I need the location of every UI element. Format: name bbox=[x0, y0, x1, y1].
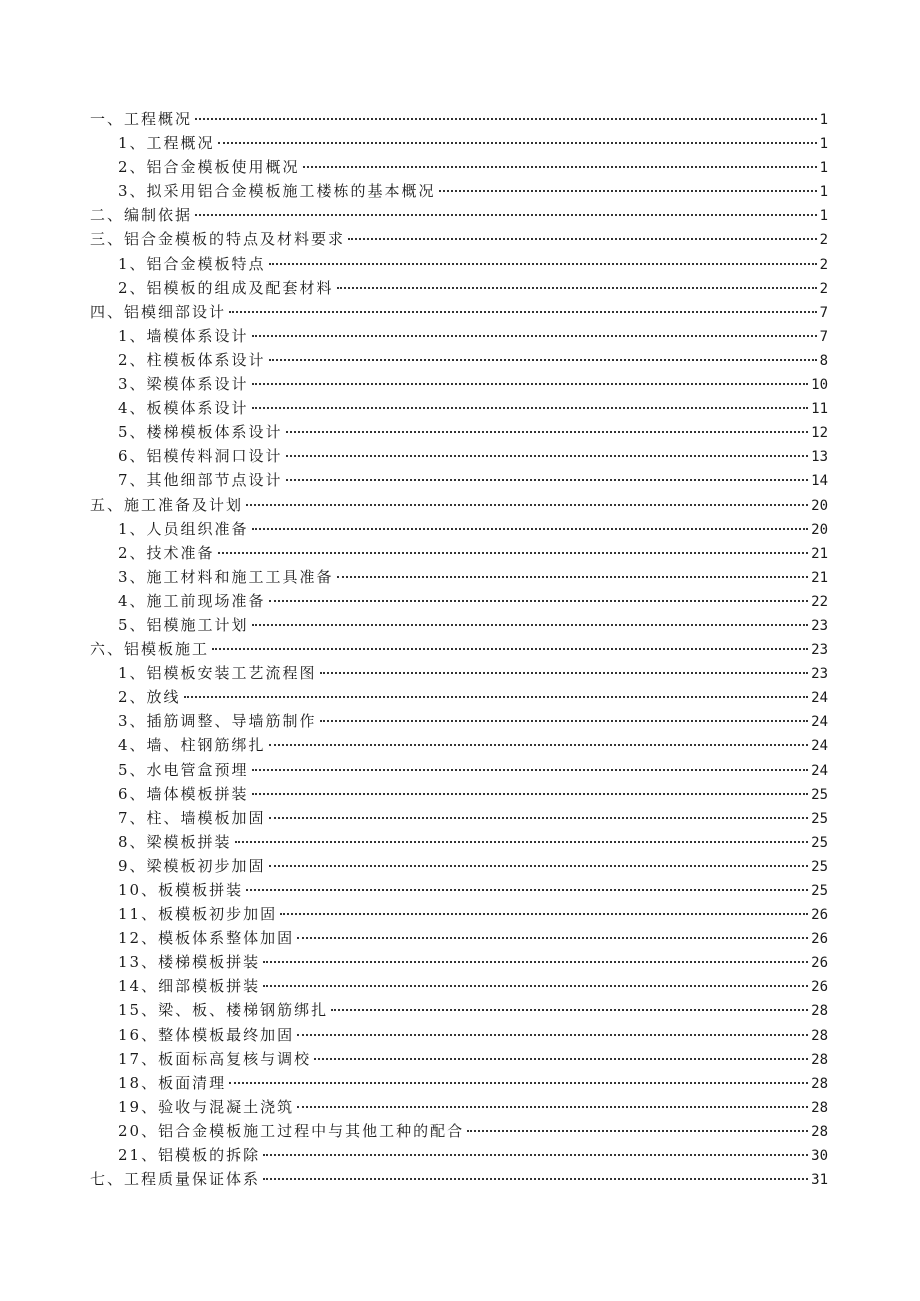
toc-entry-title: 一、工程概况 bbox=[90, 110, 193, 128]
toc-entry-title: 7、其他细部节点设计 bbox=[118, 471, 283, 490]
toc-entry-title: 4、墙、柱钢筋绑扎 bbox=[118, 736, 266, 755]
toc-entry-title: 三、铝合金模板的特点及材料要求 bbox=[90, 230, 346, 249]
dot-leader bbox=[235, 841, 809, 843]
toc-entry-title: 1、工程概况 bbox=[118, 134, 215, 153]
toc-page-number: 21 bbox=[811, 569, 828, 586]
toc-section-entry[interactable] bbox=[90, 445, 828, 469]
toc-page-number: 28 bbox=[811, 1003, 828, 1020]
dot-leader bbox=[229, 311, 817, 313]
toc-section-entry[interactable] bbox=[90, 807, 828, 831]
toc-section-entry[interactable] bbox=[90, 469, 828, 493]
toc-page-number: 28 bbox=[811, 1027, 828, 1044]
dot-leader bbox=[320, 720, 809, 722]
toc-page-number: 24 bbox=[811, 690, 828, 707]
toc-page-number: 24 bbox=[811, 738, 828, 755]
dot-leader bbox=[280, 913, 808, 915]
toc-page-number: 2 bbox=[819, 232, 828, 249]
toc-section-entry[interactable] bbox=[90, 831, 828, 855]
toc-page-number: 25 bbox=[811, 883, 828, 899]
toc-page-number: 10 bbox=[811, 377, 828, 394]
dot-leader bbox=[263, 1178, 808, 1180]
toc-section-entry[interactable] bbox=[90, 253, 828, 277]
toc-entry-title: 1、人员组织准备 bbox=[118, 519, 249, 538]
dot-leader bbox=[314, 1058, 808, 1060]
dot-leader bbox=[252, 383, 809, 385]
toc-page-number: 23 bbox=[811, 642, 828, 659]
toc-page-number: 12 bbox=[811, 425, 828, 442]
toc-section-entry[interactable] bbox=[90, 277, 828, 301]
toc-section-entry[interactable] bbox=[90, 518, 828, 542]
toc-page-number: 28 bbox=[811, 1075, 828, 1092]
toc-page-number: 1 bbox=[819, 112, 828, 128]
toc-entry-title: 15、梁、板、楼梯钢筋绑扎 bbox=[118, 1001, 329, 1020]
toc-entry-title: 六、铝模板施工 bbox=[90, 640, 210, 659]
dot-leader bbox=[269, 600, 809, 602]
toc-entry-title: 四、铝模细部设计 bbox=[90, 302, 227, 321]
toc-section-entry[interactable] bbox=[90, 999, 828, 1023]
toc-entry-title: 5、楼梯模板体系设计 bbox=[118, 423, 283, 442]
toc-section-entry[interactable] bbox=[90, 1048, 828, 1072]
dot-leader bbox=[252, 407, 809, 409]
toc-section-entry[interactable] bbox=[90, 614, 828, 638]
toc-entry-title: 5、铝模施工计划 bbox=[118, 615, 249, 634]
toc-entry-title: 2、铝模板的组成及配套材料 bbox=[118, 278, 334, 297]
dot-leader bbox=[218, 142, 817, 144]
toc-page-number: 7 bbox=[819, 304, 828, 321]
toc-page-number: 21 bbox=[811, 545, 828, 562]
dot-leader bbox=[286, 455, 809, 457]
toc-chapter-entry[interactable] bbox=[90, 1168, 828, 1192]
dot-leader bbox=[246, 504, 808, 506]
toc-chapter-entry[interactable] bbox=[90, 301, 828, 325]
toc-entry-title: 3、施工材料和施工工具准备 bbox=[118, 567, 334, 586]
toc-entry-title: 11、板模板初步加固 bbox=[118, 905, 278, 924]
toc-section-entry[interactable] bbox=[90, 349, 828, 373]
dot-leader bbox=[252, 624, 809, 626]
toc-page-number: 1 bbox=[819, 160, 828, 177]
toc-entry-title: 21、铝模板的拆除 bbox=[118, 1146, 261, 1165]
toc-entry-title: 5、水电管盒预埋 bbox=[118, 760, 249, 779]
toc-entry-title: 9、梁模板初步加固 bbox=[118, 856, 266, 875]
dot-leader bbox=[252, 793, 809, 795]
toc-section-entry[interactable] bbox=[90, 542, 828, 566]
toc-section-entry[interactable] bbox=[90, 855, 828, 879]
dot-leader bbox=[269, 263, 817, 265]
toc-section-entry[interactable] bbox=[90, 1096, 828, 1120]
toc-page-number: 23 bbox=[811, 617, 828, 634]
toc-entry-title: 20、铝合金模板施工过程中与其他工种的配合 bbox=[118, 1121, 465, 1140]
dot-leader bbox=[297, 1034, 808, 1036]
toc-section-entry[interactable] bbox=[90, 373, 828, 397]
dot-leader bbox=[212, 648, 808, 650]
toc-page-number: 25 bbox=[811, 786, 828, 803]
toc-entry-title: 1、墙模体系设计 bbox=[118, 326, 249, 345]
toc-section-entry[interactable] bbox=[90, 1120, 828, 1144]
toc-page-number: 24 bbox=[811, 762, 828, 779]
toc-entry-title: 18、板面清理 bbox=[118, 1073, 227, 1092]
toc-section-entry[interactable] bbox=[90, 590, 828, 614]
dot-leader bbox=[337, 576, 809, 578]
toc-chapter-entry[interactable] bbox=[90, 494, 828, 518]
toc-chapter-entry[interactable] bbox=[90, 228, 828, 252]
toc-entry-title: 二、编制依据 bbox=[90, 206, 193, 225]
dot-leader bbox=[286, 431, 809, 433]
toc-section-entry[interactable] bbox=[90, 132, 828, 156]
toc-page-number: 30 bbox=[811, 1148, 828, 1165]
toc-entry-title: 1、铝模板安装工艺流程图 bbox=[118, 664, 317, 683]
toc-page-number: 14 bbox=[811, 473, 828, 490]
toc-page-number: 2 bbox=[819, 256, 828, 273]
dot-leader bbox=[263, 1154, 808, 1156]
dot-leader bbox=[303, 166, 817, 168]
toc-section-entry[interactable] bbox=[90, 421, 828, 445]
toc-page-number: 24 bbox=[811, 714, 828, 731]
toc-section-entry[interactable] bbox=[90, 1144, 828, 1168]
dot-leader bbox=[195, 214, 817, 216]
toc-section-entry[interactable] bbox=[90, 903, 828, 927]
toc-page-number: 28 bbox=[811, 1123, 828, 1140]
toc-page-number: 26 bbox=[811, 955, 828, 972]
toc-entry-title: 10、板模板拼装 bbox=[118, 881, 244, 899]
dot-leader bbox=[269, 359, 817, 361]
dot-leader bbox=[229, 1082, 808, 1084]
toc-entry-title: 3、插筋调整、导墙筋制作 bbox=[118, 712, 317, 731]
toc-section-entry[interactable] bbox=[90, 879, 828, 903]
toc-chapter-entry[interactable] bbox=[90, 638, 828, 662]
toc-entry-title: 16、整体模板最终加固 bbox=[118, 1025, 295, 1044]
dot-leader bbox=[269, 744, 809, 746]
dot-leader bbox=[218, 552, 809, 554]
toc-entry-title: 2、柱模板体系设计 bbox=[118, 350, 266, 369]
toc-entry-title: 13、楼梯模板拼装 bbox=[118, 953, 261, 972]
toc-section-entry[interactable] bbox=[90, 927, 828, 951]
toc-entry-title: 4、板模体系设计 bbox=[118, 399, 249, 418]
toc-section-entry[interactable] bbox=[90, 180, 828, 204]
toc-page-number: 11 bbox=[811, 401, 828, 418]
toc-page-number: 2 bbox=[819, 280, 828, 297]
toc-page-number: 31 bbox=[811, 1172, 828, 1189]
toc-page-number: 7 bbox=[819, 328, 828, 345]
dot-leader bbox=[331, 1009, 808, 1011]
toc-entry-title: 2、技术准备 bbox=[118, 543, 215, 562]
toc-entry-title: 8、梁模板拼装 bbox=[118, 832, 232, 851]
dot-leader bbox=[263, 985, 808, 987]
toc-section-entry[interactable] bbox=[90, 662, 828, 686]
dot-leader bbox=[467, 1130, 808, 1132]
toc-section-entry[interactable] bbox=[90, 783, 828, 807]
toc-entry-title: 17、板面标高复核与调校 bbox=[118, 1049, 312, 1068]
toc-entry-title: 7、柱、墙模板加固 bbox=[118, 808, 266, 827]
toc-page-number: 25 bbox=[811, 834, 828, 851]
dot-leader bbox=[269, 865, 809, 867]
toc-entry-title: 19、验收与混凝土浇筑 bbox=[118, 1097, 295, 1116]
toc-page-number: 23 bbox=[811, 666, 828, 683]
dot-leader bbox=[252, 335, 817, 337]
dot-leader bbox=[439, 190, 817, 192]
toc-entry-title: 2、铝合金模板使用概况 bbox=[118, 158, 300, 177]
toc-page-number: 20 bbox=[811, 497, 828, 514]
dot-leader bbox=[246, 889, 808, 891]
toc-section-entry[interactable] bbox=[90, 566, 828, 590]
toc-section-entry[interactable] bbox=[90, 1024, 828, 1048]
toc-entry-title: 七、工程质量保证体系 bbox=[90, 1170, 261, 1189]
toc-entry-title: 4、施工前现场准备 bbox=[118, 591, 266, 610]
toc-entry-title: 3、梁模体系设计 bbox=[118, 375, 249, 394]
dot-leader bbox=[252, 528, 809, 530]
toc-entry-title: 3、拟采用铝合金模板施工楼栋的基本概况 bbox=[118, 182, 436, 201]
toc-section-entry[interactable] bbox=[90, 325, 828, 349]
toc-entry-title: 五、施工准备及计划 bbox=[90, 495, 244, 514]
toc-page-number: 8 bbox=[819, 352, 828, 369]
dot-leader bbox=[337, 287, 817, 289]
toc-section-entry[interactable] bbox=[90, 397, 828, 421]
toc-entry-title: 14、细部模板拼装 bbox=[118, 977, 261, 996]
toc-page-number: 25 bbox=[811, 810, 828, 827]
toc-page-number: 26 bbox=[811, 979, 828, 996]
dot-leader bbox=[297, 1106, 808, 1108]
toc-chapter-entry[interactable] bbox=[90, 108, 828, 132]
toc-page-number: 1 bbox=[819, 208, 828, 225]
toc-page-number: 1 bbox=[819, 184, 828, 201]
dot-leader bbox=[184, 696, 809, 698]
toc-page-number: 20 bbox=[811, 521, 828, 538]
toc-section-entry[interactable] bbox=[90, 759, 828, 783]
toc-page-number: 25 bbox=[811, 858, 828, 875]
dot-leader bbox=[320, 672, 809, 674]
dot-leader bbox=[269, 817, 809, 819]
toc-entry-title: 2、放线 bbox=[118, 688, 181, 707]
toc-section-entry[interactable] bbox=[90, 734, 828, 758]
toc-page-number: 13 bbox=[811, 449, 828, 466]
toc-section-entry[interactable] bbox=[90, 951, 828, 975]
toc-section-entry[interactable] bbox=[90, 975, 828, 999]
toc-page-number: 26 bbox=[811, 907, 828, 924]
dot-leader bbox=[286, 479, 809, 481]
toc-page-number: 28 bbox=[811, 1051, 828, 1068]
toc-entry-title: 1、铝合金模板特点 bbox=[118, 254, 266, 273]
toc-page-number: 26 bbox=[811, 931, 828, 948]
toc-chapter-entry[interactable] bbox=[90, 204, 828, 228]
toc-entry-title: 12、模板体系整体加固 bbox=[118, 929, 295, 948]
dot-leader bbox=[195, 118, 817, 120]
dot-leader bbox=[348, 238, 817, 240]
toc-page-number: 1 bbox=[819, 136, 828, 153]
toc-section-entry[interactable] bbox=[90, 1072, 828, 1096]
dot-leader bbox=[252, 769, 809, 771]
toc-section-entry[interactable] bbox=[90, 686, 828, 710]
toc-page-number: 28 bbox=[811, 1099, 828, 1116]
dot-leader bbox=[297, 937, 808, 939]
toc-section-entry[interactable] bbox=[90, 156, 828, 180]
toc-section-entry[interactable] bbox=[90, 710, 828, 734]
toc-entry-title: 6、墙体模板拼装 bbox=[118, 784, 249, 803]
toc-page-number: 22 bbox=[811, 593, 828, 610]
table-of-contents bbox=[90, 108, 828, 1192]
dot-leader bbox=[263, 961, 808, 963]
toc-entry-title: 6、铝模传料洞口设计 bbox=[118, 447, 283, 466]
